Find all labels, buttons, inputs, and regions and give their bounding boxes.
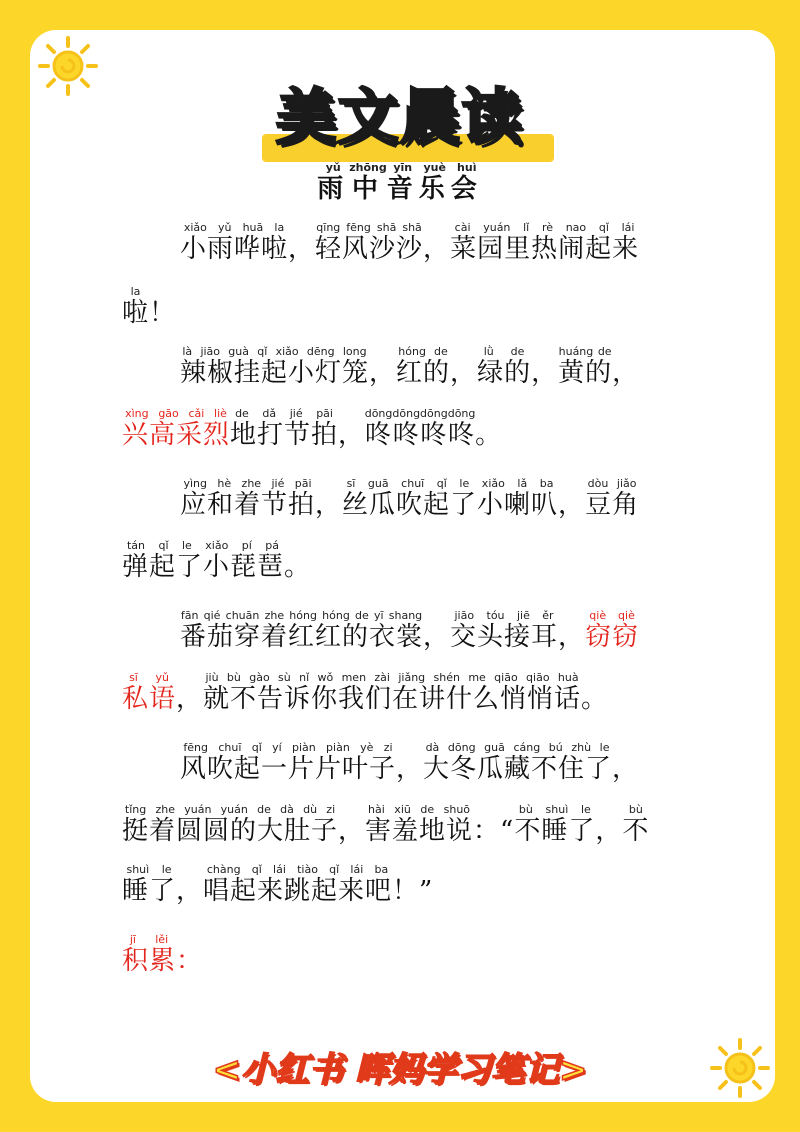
page-title: 美文晨读 (276, 83, 524, 153)
page-header (0, 60, 800, 170)
text-line: 啦la！ (122, 285, 177, 328)
text-line: 风吹起一片片叶子fēng chuī qǐ yí piàn piàn yè zi，大冬瓜藏不住了dà dōng guā cáng bú zhù le， (180, 741, 640, 784)
footer-brand: <小红书 晖妈学习笔记> (212, 1050, 588, 1090)
text-line: 小雨哗啦xiǎo yǔ huā la，轻风沙沙qīng fēng shā shā，菜园里热闹起来cài yuán lǐ rè nao qǐ lái (180, 221, 640, 264)
text-line: 弹起了小琵琶tán qǐ le xiǎo pí pá。 (122, 539, 312, 582)
text-line: 辣椒挂起小灯笼là jiāo guà qǐ xiǎo dēng long，红的hóng de，绿的lǜ de，黄的huáng de， (180, 345, 640, 388)
highlight-phrase: 私语sī yǔ (122, 671, 177, 714)
text-line: 兴高采烈xìng gāo cǎi liè地打节拍de dǎ jié pāi，咚咚咚咚dōngdōngdōngdōng。 (122, 407, 503, 450)
text-line: 应和着节拍yìng hè zhe jié pāi，丝瓜吹起了小喇叭sī guā chuī qǐ le xiǎo lǎ ba，豆角dòu jiǎo (180, 477, 640, 520)
highlight-phrase: 窃窃qiè qiè (585, 609, 640, 652)
accumulation-label: 积累jī lěi： (122, 933, 204, 976)
poem-title: 雨yǔ中zhōng音yīn乐yuè会huì (317, 161, 483, 204)
text-line: 私语sī yǔ，就不告诉你我们在讲什么悄悄话jiù bù gào sù nǐ wǒ men zài jiǎng shén me qiāo qiāo huà。 (122, 671, 609, 714)
text-line: 睡了shuì le，唱起来跳起来吧chàng qǐ lái tiào qǐ lái ba！” (122, 863, 434, 906)
text-line: 番茄穿着红红的衣裳fān qié chuān zhe hóng hóng de yī shang，交头接耳jiāo tóu jiē ěr，窃窃qiè qiè (180, 609, 640, 652)
poem-title-char: 雨 (317, 174, 350, 204)
text-line: 挺着圆圆的大肚子tǐng zhe yuán yuán de dà dù zi，害羞地说hài xiū de shuō：“不睡了bù shuì le，不bù (122, 803, 650, 846)
highlight-phrase: 兴高采烈xìng gāo cǎi liè (122, 407, 231, 450)
